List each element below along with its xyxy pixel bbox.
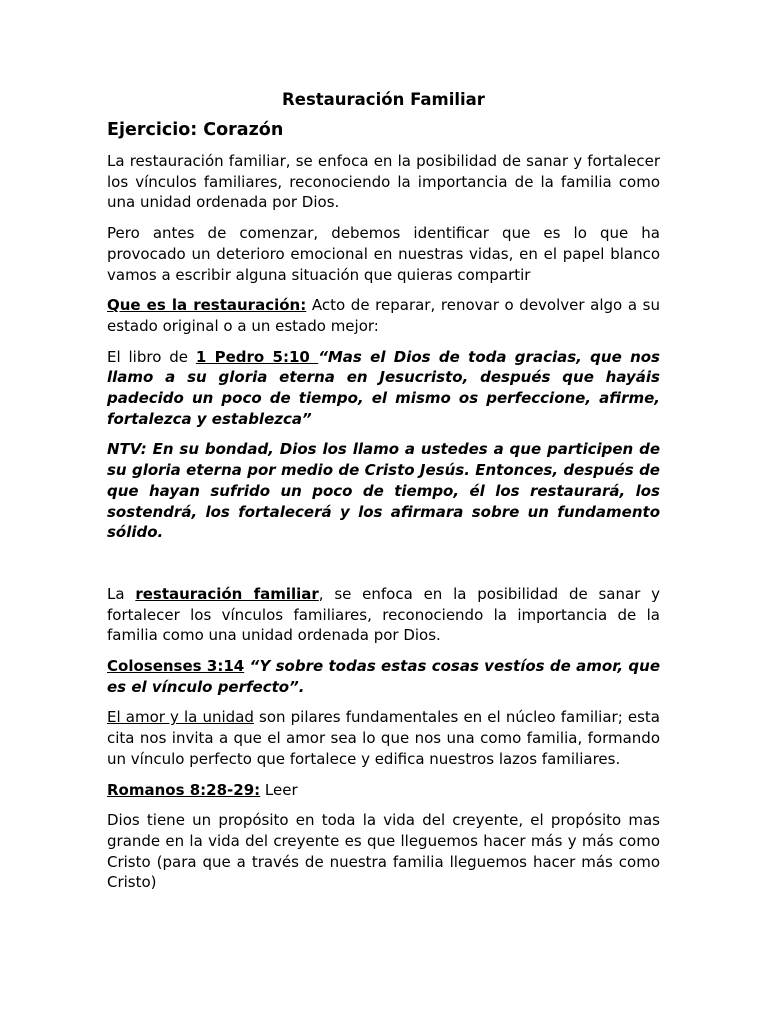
colosenses-quote: “Y sobre todas estas cosas vestíos de amor, que es el vínculo perfecto”.	[107, 657, 660, 696]
ntv-paragraph: NTV: En su bondad, Dios los llamo a ustedes a que participen de su gloria eterna por medio de Cristo Jesús. Entonces, después de que hayan sufrido un poco de tiempo, él los restaurará, los sostendrá, los fortalecerá y los afirmara sobre un fundamento sólido.	[107, 440, 660, 542]
romanos-text: Leer	[260, 780, 298, 799]
exercise-heading: Ejercicio: Corazón	[107, 120, 284, 140]
romanos-reference: Romanos 8:28-29:	[107, 780, 261, 799]
colosenses-reference: Colosenses 3:14	[107, 657, 245, 676]
definition-term: Que es la restauración:	[107, 296, 307, 315]
family-text: , se enfoca en la posibilidad de sanar y fortalecer los vínculos familiares, reconociendo la importancia de la familia como una unidad ordenada por Dios.	[107, 584, 660, 645]
love-unity-text: son pilares fundamentales en el núcleo familiar; esta cita nos invita a que el amor sea lo que nos una como familia, formando un vínculo perfecto que fortalece y edifica nuestros lazos familiares.	[107, 708, 660, 768]
love-unity-paragraph	[107, 707, 660, 769]
verse-paragraph-1-pedro	[107, 347, 660, 430]
family-term: restauración familiar	[135, 584, 319, 603]
family-lead: La	[107, 584, 136, 603]
blank-line	[107, 553, 660, 584]
purpose-paragraph: Dios tiene un propósito en toda la vida del creyente, el propósito mas grande en la vida del creyente es que lleguemos hacer más y más como Cristo (para que a través de nuestra familia lleguemos hacer más como Cristo)	[107, 811, 660, 892]
colosenses-paragraph	[107, 656, 660, 697]
love-unity-term: El amor y la unidad	[107, 708, 254, 727]
definition-text: Acto de reparar, renovar o devolver algo a su estado original o a un estado mejor:	[107, 296, 660, 335]
definition-paragraph	[107, 295, 660, 336]
romanos-paragraph	[107, 780, 660, 801]
intro-paragraph: La restauración familiar, se enfoca en la posibilidad de sanar y fortalecer los vínculos familiares, reconociendo la importancia de la familia como una unidad ordenada por Dios.	[107, 152, 660, 212]
family-restoration-paragraph	[107, 584, 660, 646]
verse-lead: El libro de	[107, 347, 196, 366]
verse-reference: 1 Pedro 5:10	[195, 347, 319, 366]
document-title: Restauración Familiar	[282, 90, 485, 109]
instruction-paragraph: Pero antes de comenzar, debemos identificar que es lo que ha provocado un deterioro emocional en nuestras vidas, en el papel blanco vamos a escribir alguna situación que quieras compartir	[107, 224, 660, 284]
verse-quote: “Mas el Dios de toda gracias, que nos llamo a su gloria eterna en Jesucristo, después que hayáis padecido un poco de tiempo, el mismo os perfeccione, afirme, fortalezca y establezca”	[107, 347, 660, 428]
document-body	[107, 88, 660, 903]
